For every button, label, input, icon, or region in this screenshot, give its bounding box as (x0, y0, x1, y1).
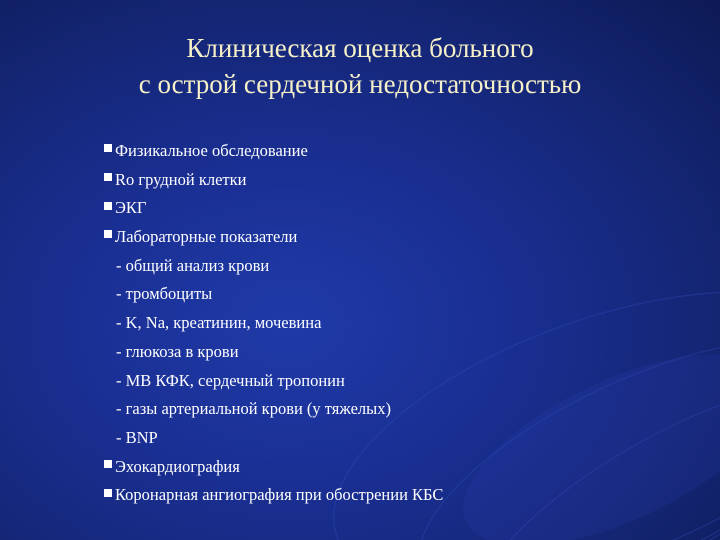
list-item-text: - газы артериальной крови (у тяжелых) (116, 399, 391, 419)
sub-list-item (104, 280, 443, 309)
square-bullet-icon (104, 489, 112, 497)
sub-list-item (104, 367, 443, 396)
square-bullet-icon (104, 230, 112, 238)
square-bullet-icon (104, 202, 112, 210)
bullet-list-item (104, 137, 443, 166)
bullet-list-item (104, 166, 443, 195)
sub-list-item (104, 309, 443, 338)
sub-list-item (104, 395, 443, 424)
sub-list-item (104, 338, 443, 367)
list-item-text: - глюкоза в крови (116, 341, 239, 361)
square-bullet-icon (104, 460, 112, 468)
bullet-list-item (104, 481, 443, 510)
list-item-text: - K, Na, креатинин, мочевина (116, 313, 322, 333)
list-item-text: - тромбоциты (116, 284, 213, 304)
list-item-text: Эхокардиография (115, 456, 240, 476)
list-item-text: - BNP (116, 427, 158, 447)
square-bullet-icon (104, 144, 112, 152)
list-item-text: - общий анализ крови (116, 255, 270, 275)
bullet-list-item (104, 223, 443, 252)
slide-title (0, 30, 720, 102)
bullet-list-item (104, 194, 443, 223)
sub-list-item (104, 424, 443, 453)
square-bullet-icon (104, 173, 112, 181)
sub-list-item (104, 252, 443, 281)
bullet-list-item (104, 453, 443, 482)
title-line-1: Клиническая оценка больного (186, 33, 534, 63)
list-item-text: - МВ КФК, сердечный тропонин (116, 370, 345, 390)
content-list (104, 137, 443, 510)
list-item-text: Коронарная ангиография при обострении КБС (115, 485, 444, 505)
list-item-text: ЭКГ (115, 198, 147, 218)
title-line-2: с острой сердечной недостаточностью (138, 69, 582, 99)
list-item-text: Ro грудной клетки (115, 169, 247, 189)
list-item-text: Лабораторные показатели (115, 227, 298, 247)
list-item-text: Физикальное обследование (115, 141, 308, 160)
